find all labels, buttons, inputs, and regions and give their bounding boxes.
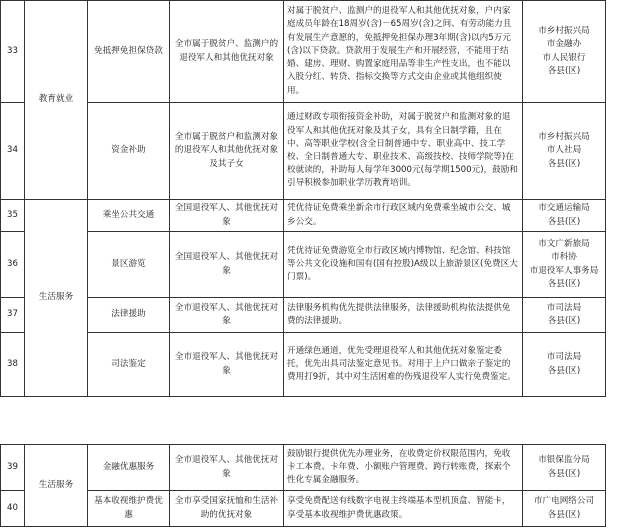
table-row [1, 445, 635, 491]
responsible-dept: 市广电网络公司 各县(区) [523, 491, 606, 527]
table-row [1, 298, 635, 333]
table-row [1, 200, 635, 232]
category-cell: 教育就业 [25, 1, 88, 200]
row-number: 34 [1, 103, 25, 200]
target-group: 全市属于脱贫户和监测对象的退役军人和其他优抚对象及其子女 [170, 103, 284, 200]
table-row [1, 333, 635, 397]
target-group: 全市退役军人、其他优抚对象 [170, 298, 284, 333]
target-group: 全市退役军人、其他优抚对象 [170, 333, 284, 397]
policy-content: 凭优待证免费乘坐新余市行政区域内免费乘坐城市公交、城乡公交。 [284, 200, 523, 232]
row-number: 33 [1, 1, 25, 103]
item-name: 基本收视维护费优惠 [88, 491, 170, 527]
table-row [1, 103, 635, 200]
responsible-dept: 市银保监分局 各县(区) [523, 445, 606, 491]
table-row [1, 1, 635, 103]
row-number: 37 [1, 298, 25, 333]
policy-content: 享受免费配送有线数字电视主终端基本型机顶盒、智能卡，享受基本收视维护费优惠政策。 [284, 491, 523, 527]
table-row [1, 232, 635, 298]
policy-content: 对属于脱贫户、监测户的退役军人和其他优抚对象，户内家庭成员年龄在18周岁(含)－65周岁(含)之间、有劳动能力且有发展生产意愿的，免抵押免担保办理3年期(含)以内5万元(含)以下贷款。贷款用于发展生产和开展经营，不能用于结婚、建房、理财、购置家庭用品等非生产性支出，也不能以入股分红、转贷、指标交换等方式交由企业或其他组织使用。 [284, 1, 523, 103]
item-name: 景区游览 [88, 232, 170, 298]
row-number: 40 [1, 491, 25, 527]
item-name: 金融优惠服务 [88, 445, 170, 491]
item-name: 乘坐公共交通 [88, 200, 170, 232]
target-group: 全市享受国家抚恤和生活补助的优抚对象 [170, 491, 284, 527]
policy-content: 通过财政专项衔接资金补助，对属于脱贫户和监测对象的退役军人和其他优抚对象及其子女，具有全日制学籍，且在中、高等职业学校(含全日制普通中专、职业高中、技工学校、全日制普通大专、职业技术、高级技校、技师学院等)在校就读的，补助每人每学年3000元(每学期1500元)，鼓励和引导积极参加职业学历教育培训。 [284, 103, 523, 200]
policy-table-bottom [0, 444, 635, 527]
target-group: 全国退役军人、其他优抚对象 [170, 200, 284, 232]
policy-content: 凭优待证免费游览全市行政区域内博物馆、纪念馆、科技馆等公共文化设施和国有(国有控股)A级以上旅游景区(免费区大门票)。 [284, 232, 523, 298]
responsible-dept: 市乡村振兴局 市金融办 市人民银行 各县(区) [523, 1, 606, 103]
item-name: 法律援助 [88, 298, 170, 333]
target-group: 全国退役军人、其他优抚对象 [170, 232, 284, 298]
row-number: 36 [1, 232, 25, 298]
target-group: 全市退役军人、其他优抚对象 [170, 445, 284, 491]
responsible-dept: 市司法局 各县(区) [523, 333, 606, 397]
responsible-dept: 市文广新旅局 市科协 市退役军人事务局 各县(区) [523, 232, 606, 298]
item-name: 司法鉴定 [88, 333, 170, 397]
target-group: 全市属于脱贫户、监测户的退役军人和其他优抚对象 [170, 1, 284, 103]
row-number: 38 [1, 333, 25, 397]
row-number: 39 [1, 445, 25, 491]
item-name: 免抵押免担保贷款 [88, 1, 170, 103]
policy-content: 开通绿色通道，优先受理退役军人和其他优抚对象鉴定委托，优先出具司法鉴定意见书。对用于上户口做亲子鉴定的费用打9折，其中对生活困难的伤残退役军人实行免费鉴定。 [284, 333, 523, 397]
policy-content: 法律服务机构优先提供法律服务，法律援助机构依法提供免费的法律援助。 [284, 298, 523, 333]
responsible-dept: 市乡村振兴局 市人社局 各县(区) [523, 103, 606, 200]
responsible-dept: 市司法局 各县(区) [523, 298, 606, 333]
table-row [1, 491, 635, 527]
row-number: 35 [1, 200, 25, 232]
category-cell: 生活服务 [25, 200, 88, 397]
category-cell: 生活服务 [25, 445, 88, 527]
policy-content: 鼓励银行提供优先办理业务，在收费定价权限范围内，免收卡工本费、卡年费、小额账户管理费、跨行转账费，探索个性化专属金融服务。 [284, 445, 523, 491]
item-name: 资金补助 [88, 103, 170, 200]
responsible-dept: 市交通运输局 各县(区) [523, 200, 606, 232]
